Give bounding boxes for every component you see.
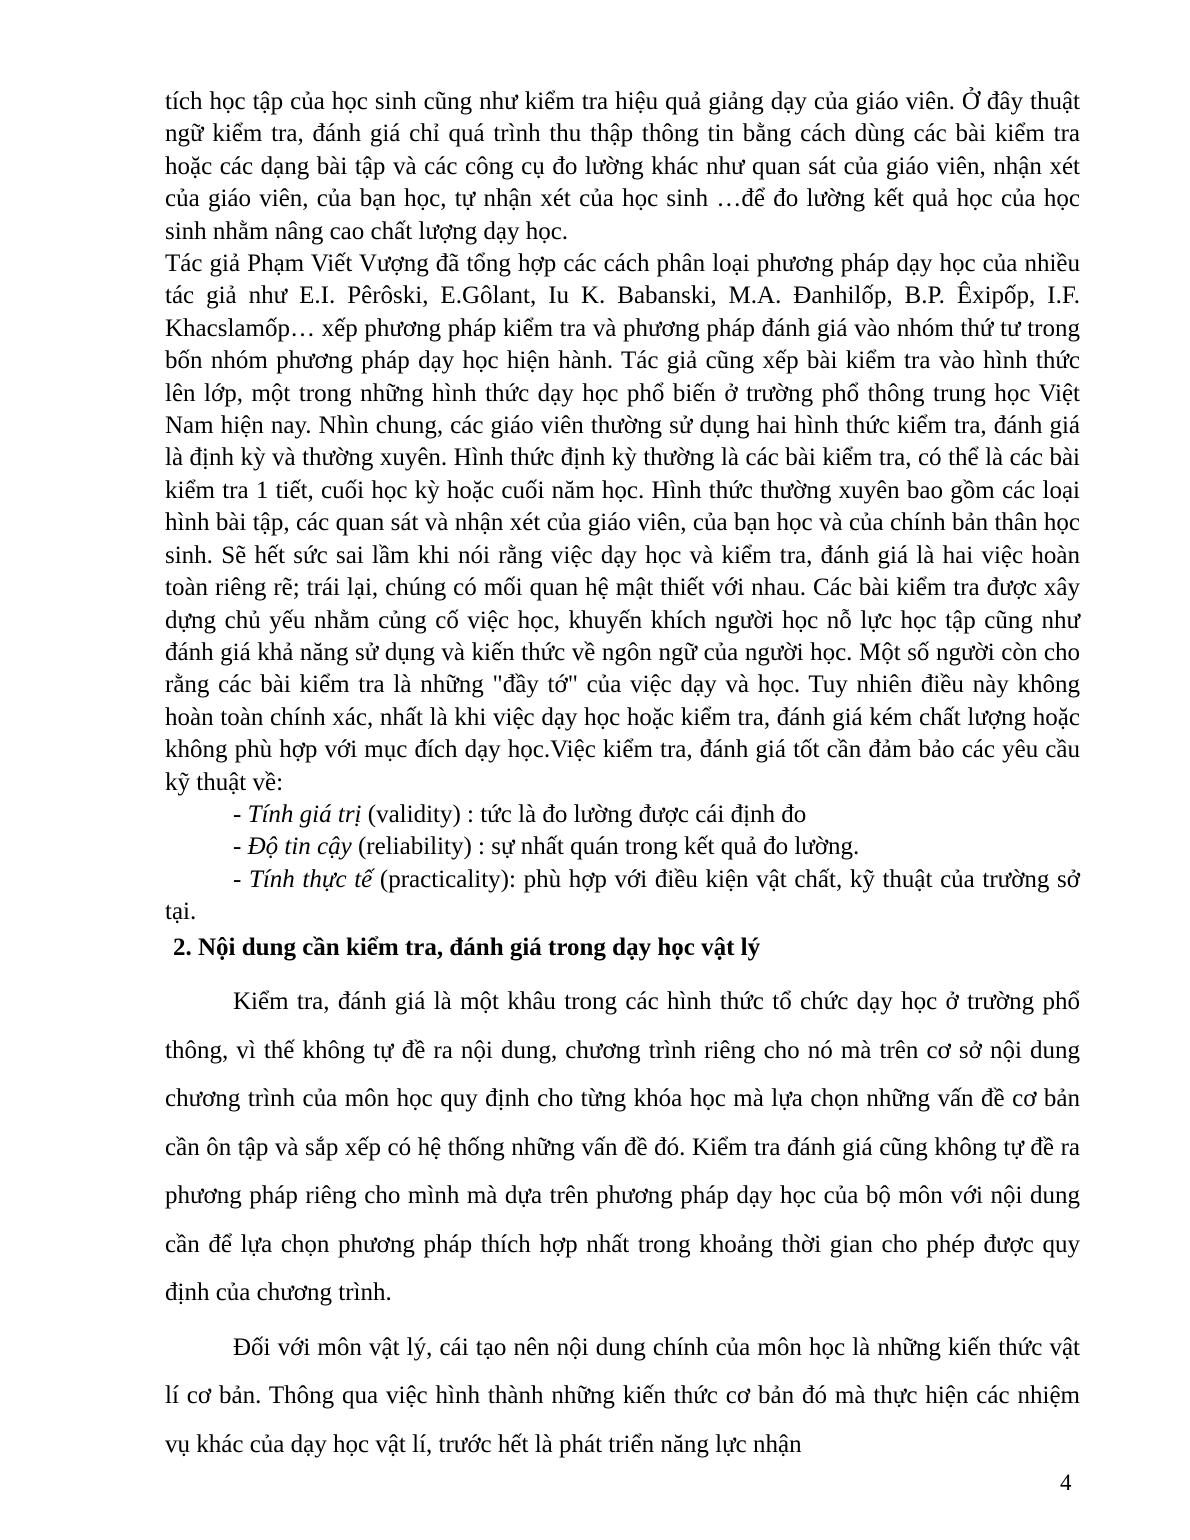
paragraph-pham-viet-vuong: Tác giả Phạm Viết Vượng đã tổng hợp các cách phân loại phương pháp dạy học của nhiều tác giả như E.I. Pêrôski, E.Gôlant, Iu K. Babanski, M.A. Đanhilốp, B.P. Êxipốp, I.F. Khacslamốp… xếp phương pháp kiểm tra và phương pháp đánh giá vào nhóm thứ tư trong bốn nhóm phương pháp dạy học hiện hành. Tác giả cũng xếp bài kiểm tra vào hình thức lên lớp, một trong những hình thức dạy học phổ biến ở trường phổ thông trung học Việt Nam hiện nay. Nhìn chung, các giáo viên thường sử dụng hai hình thức kiểm tra, đánh giá là định kỳ và thường xuyên. Hình thức định kỳ thường là các bài kiểm tra, có thể là các bài kiểm tra 1 tiết, cuối học kỳ hoặc cuối năm học. Hình thức thường xuyên bao gồm các loại hình bài tập, các quan sát và nhận xét của giáo viên, của bạn học và của chính bản thân học sinh. Sẽ hết sức sai lầm khi nói rằng việc dạy học và kiểm tra, đánh giá là hai việc hoàn toàn riêng rẽ; trái lại, chúng có mối quan hệ mật thiết với nhau. Các bài kiểm tra được xây dựng chủ yếu nhằm củng cố việc học, khuyến khích người học nỗ lực học tập cũng như đánh giá khả năng sử dụng và kiến thức về ngôn ngữ của người học. Một số người còn cho rằng các bài kiểm tra là những "đầy tớ" của việc dạy và học. Tuy nhiên điều này không hoàn toàn chính xác, nhất là khi việc dạy học hoặc kiểm tra, đánh giá kém chất lượng hoặc không phù hợp với mục đích dạy học.Việc kiểm tra, đánh giá tốt cần đảm bảo các yêu cầu kỹ thuật về: — [165, 250, 1080, 796]
list-dash: - — [233, 865, 249, 893]
body-text-top — [165, 86, 1080, 929]
list-text: (practicality): phù hợp với điều kiện vật chất, kỹ thuật của trường sở tại. — [165, 865, 1080, 926]
list-dash: - — [233, 833, 248, 861]
list-term: Tính thực tế — [248, 865, 373, 893]
list-dash: - — [233, 800, 248, 828]
list-term: Tính giá trị — [247, 800, 362, 828]
list-text: (validity) : tức là đo lường được cái định đo — [361, 800, 807, 828]
page-number: 4 — [1060, 1470, 1072, 1495]
paragraph-continuation: tích học tập của học sinh cũng như kiểm tra hiệu quả giảng dạy của giáo viên. Ở đây thuật ngữ kiểm tra, đánh giá chỉ quá trình thu thập thông tin bằng cách dùng các bài kiểm tra hoặc các dạng bài tập và các công cụ đo lường khác như quan sát của giáo viên, nhận xét của giáo viên, của bạn học, tự nhận xét của học sinh …để đo lường kết quả học của học sinh nhằm nâng cao chất lượng dạy học. — [165, 88, 1080, 245]
list-item-practicality — [165, 864, 1080, 929]
paragraph-physics: Đối với môn vật lý, cái tạo nên nội dung chính của môn học là những kiến thức vật lí cơ bản. Thông qua việc hình thành những kiến thức cơ bản đó mà thực hiện các nhiệm vụ khác của dạy học vật lí, trước hết là phát triển năng lực nhận — [165, 1333, 1080, 1458]
list-item-reliability — [165, 831, 1080, 863]
paragraph-assessment: Kiểm tra, đánh giá là một khâu trong các hình thức tổ chức dạy học ở trường phổ thông, vì thế không tự đề ra nội dung, chương trình riêng cho nó mà trên cơ sở nội dung chương trình của môn học quy định cho từng khóa học mà lựa chọn những vấn đề cơ bản cần ôn tập và sắp xếp có hệ thống những vấn đề đó. Kiểm tra đánh giá cũng không tự đề ra phương pháp riêng cho mình mà dựa trên phương pháp dạy học của bộ môn với nội dung cần để lựa chọn phương pháp thích hợp nhất trong khoảng thời gian cho phép được quy định của chương trình. — [165, 988, 1080, 1306]
list-text: (reliability) : sự nhất quán trong kết quả đo lường. — [351, 833, 860, 861]
requirements-list — [165, 799, 1080, 929]
section-heading: 2. Nội dung cần kiểm tra, đánh giá trong dạy học vật lý — [173, 934, 761, 961]
list-term: Độ tin cậy — [247, 833, 352, 861]
list-item-validity — [165, 799, 1080, 831]
body-text-bottom — [165, 978, 1080, 1475]
